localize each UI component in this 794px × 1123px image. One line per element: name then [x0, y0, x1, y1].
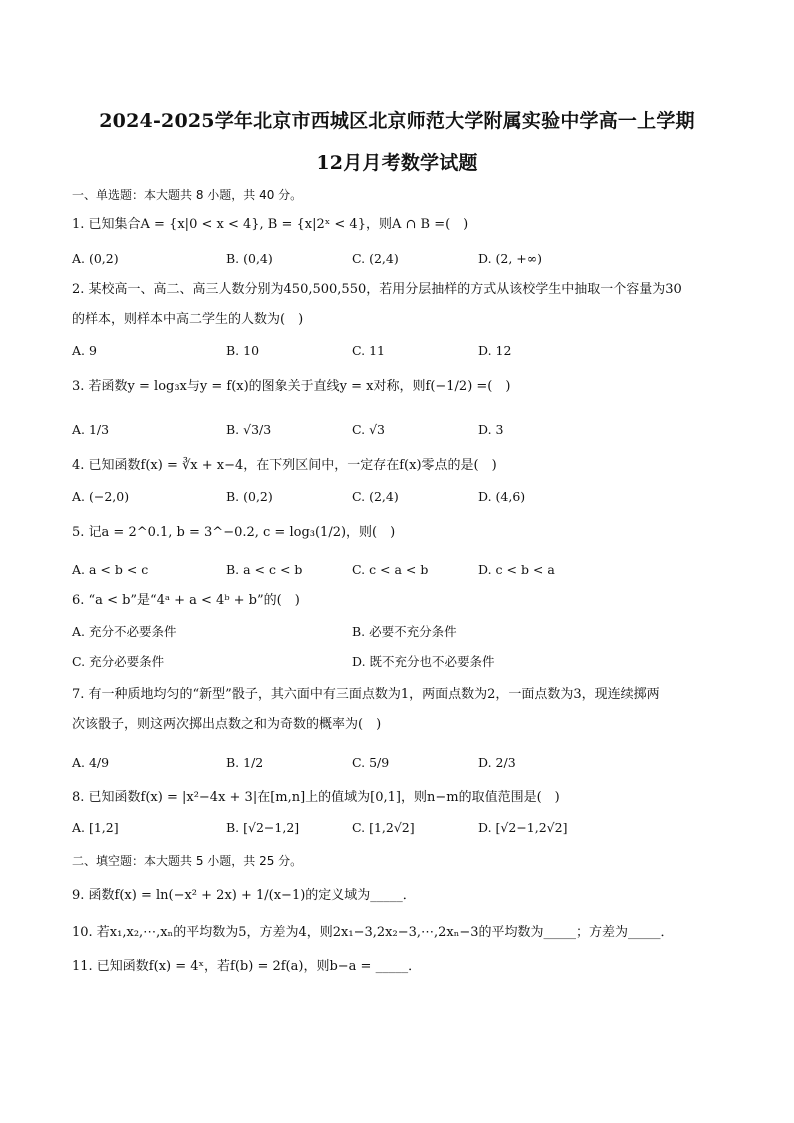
- title-line-1: 2024-2025学年北京市西城区北京师范大学附属实验中学高一上学期: [99, 110, 695, 132]
- question-2-stem-line-1: 2. 某校高一、高二、高三人数分别为450,500,550，若用分层抽样的方式从该校学生中抽取一个容量为30: [72, 282, 682, 297]
- question-4-option-d: D. (4,6): [478, 489, 526, 504]
- question-8-stem: 8. 已知函数f(x) = |x²−4x + 3|在[m,n]上的值域为[0,1]，则n−m的取值范围是( ): [72, 790, 560, 805]
- question-4-option-a: A. (−2,0): [72, 489, 130, 504]
- question-5-stem: 5. 记a = 2^0.1, b = 3^−0.2, c = log₃(1/2)，则( ): [72, 525, 396, 540]
- question-2-stem-line-2: 的样本，则样本中高二学生的人数为( ): [72, 312, 304, 327]
- question-5-option-d: D. c < b < a: [478, 562, 555, 577]
- question-2-option-a: A. 9: [72, 343, 97, 358]
- section-heading-single-choice: 一、单选题：本大题共 8 小题，共 40 分。: [72, 188, 303, 202]
- question-7-option-a: A. 4/9: [72, 755, 110, 770]
- question-5-option-b: B. a < c < b: [226, 562, 303, 577]
- question-9-stem: 9. 函数f(x) = ln(−x² + 2x) + 1/(x−1)的定义域为_____．: [72, 888, 416, 903]
- question-6-option-c: C. 充分必要条件: [72, 654, 165, 669]
- question-1-option-a: A. (0,2): [72, 251, 119, 266]
- question-2-option-b: B. 10: [226, 343, 260, 358]
- question-4-stem: 4. 已知函数f(x) = ∛x + x−4，在下列区间中，一定存在f(x)零点的是( ): [72, 458, 497, 473]
- question-1-option-c: C. (2,4): [352, 251, 399, 266]
- question-3-stem: 3. 若函数y = log₃x与y = f(x)的图象关于直线y = x对称，则f(−1/2) =( ): [72, 379, 511, 394]
- question-4-option-b: B. (0,2): [226, 489, 273, 504]
- question-6-stem: 6. “a < b”是“4ᵃ + a < 4ᵇ + b”的( ): [72, 593, 300, 608]
- question-10-stem: 10. 若x₁,x₂,⋯,xₙ的平均数为5，方差为4，则2x₁−3,2x₂−3,⋯,2xₙ−3的平均数为_____；方差为_____．: [72, 925, 674, 940]
- question-3-option-c: C. √3: [352, 422, 385, 437]
- question-7-stem-line-2: 次该骰子，则这两次掷出点数之和为奇数的概率为( ): [72, 717, 382, 732]
- question-2-option-d: D. 12: [478, 343, 512, 358]
- title-line-2: 12月月考数学试题: [316, 152, 478, 174]
- question-8-option-b: B. [√2−1,2]: [226, 820, 300, 835]
- question-2-option-c: C. 11: [352, 343, 385, 358]
- question-5-option-c: C. c < a < b: [352, 562, 429, 577]
- question-8-option-c: C. [1,2√2]: [352, 820, 415, 835]
- question-7-option-c: C. 5/9: [352, 755, 390, 770]
- question-8-option-d: D. [√2−1,2√2]: [478, 820, 568, 835]
- question-6-option-a: A. 充分不必要条件: [72, 624, 177, 639]
- question-8-option-a: A. [1,2]: [72, 820, 119, 835]
- question-7-option-b: B. 1/2: [226, 755, 264, 770]
- question-5-option-a: A. a < b < c: [72, 562, 149, 577]
- section-heading-fill-in: 二、填空题：本大题共 5 小题，共 25 分。: [72, 854, 303, 868]
- question-1-stem: 1. 已知集合A = {x|0 < x < 4}, B = {x|2ˣ < 4}，则A ∩ B =( ): [72, 217, 469, 232]
- question-7-stem-line-1: 7. 有一种质地均匀的“新型”骰子，其六面中有三面点数为1，两面点数为2，一面点数为3，现连续掷两: [72, 687, 660, 702]
- question-3-option-a: A. 1/3: [72, 422, 110, 437]
- question-6-option-b: B. 必要不充分条件: [352, 624, 457, 639]
- question-11-stem: 11. 已知函数f(x) = 4ˣ，若f(b) = 2f(a)，则b−a = _____．: [72, 959, 422, 974]
- question-1-option-b: B. (0,4): [226, 251, 273, 266]
- question-3-option-d: D. 3: [478, 422, 504, 437]
- question-3-option-b: B. √3/3: [226, 422, 272, 437]
- question-4-option-c: C. (2,4): [352, 489, 399, 504]
- question-7-option-d: D. 2/3: [478, 755, 516, 770]
- question-1-option-d: D. (2, +∞): [478, 251, 543, 266]
- question-6-option-d: D. 既不充分也不必要条件: [352, 654, 495, 669]
